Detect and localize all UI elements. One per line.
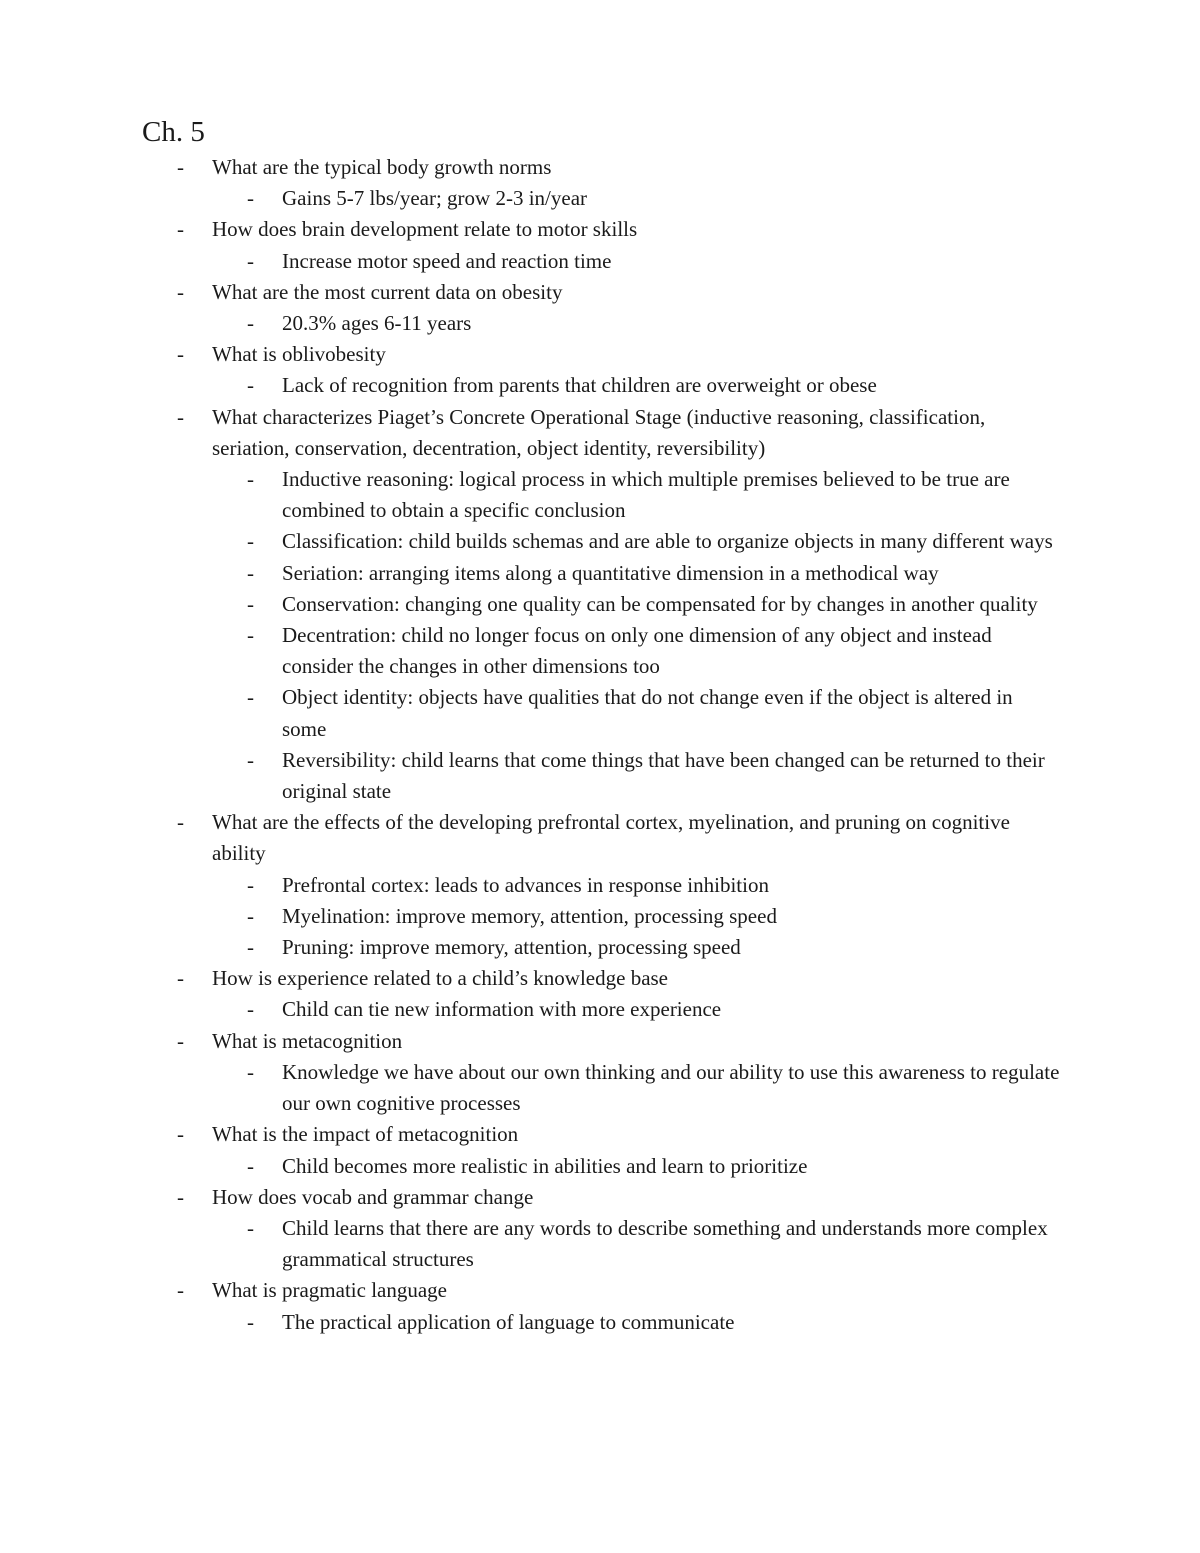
answer-text: 20.3% ages 6-11 years xyxy=(282,311,472,336)
answer-text: Object identity: objects have qualities that do not change even if the object is altered in some xyxy=(282,685,1013,741)
bullet-dash: - xyxy=(247,623,254,648)
bullet-dash: - xyxy=(247,685,254,710)
answer-list xyxy=(212,1307,1060,1338)
answer-text: Child becomes more realistic in abilities and learn to prioritize xyxy=(282,1153,808,1178)
answer-text: The practical application of language to communicate xyxy=(282,1309,735,1334)
answer-item xyxy=(212,932,1060,963)
bullet-dash: - xyxy=(247,591,254,616)
bullet-dash: - xyxy=(247,872,254,897)
question-item xyxy=(0,1275,1200,1337)
answer-list xyxy=(212,464,1060,807)
answer-item xyxy=(212,246,1060,277)
question-item xyxy=(0,214,1200,276)
answer-item xyxy=(212,620,1060,682)
answer-item xyxy=(212,994,1060,1025)
question-item xyxy=(0,807,1200,963)
bullet-dash: - xyxy=(247,373,254,398)
answer-list xyxy=(212,1213,1060,1275)
answer-list xyxy=(212,308,1060,339)
answer-item xyxy=(212,1151,1060,1182)
bullet-dash: - xyxy=(177,155,184,179)
answer-item xyxy=(212,682,1060,744)
answer-list xyxy=(212,870,1060,964)
answer-text: Myelination: improve memory, attention, processing speed xyxy=(282,903,777,928)
answer-item xyxy=(212,870,1060,901)
question-text: What is the impact of metacognition xyxy=(212,1122,519,1147)
answer-text: Classification: child builds schemas and are able to organize objects in many different ways xyxy=(282,529,1053,554)
answer-text: Inductive reasoning: logical process in which multiple premises believed to be true are combined to obtain a specific conclusion xyxy=(282,467,1010,523)
answer-text: Reversibility: child learns that come things that have been changed can be returned to their original state xyxy=(282,747,1045,804)
answer-item xyxy=(212,1057,1060,1119)
bullet-dash: - xyxy=(247,467,254,492)
answer-item xyxy=(212,308,1060,339)
answer-item xyxy=(212,526,1060,557)
answer-item xyxy=(212,1213,1060,1275)
question-text: What is pragmatic language xyxy=(212,1278,447,1303)
bullet-dash: - xyxy=(247,997,254,1022)
question-item xyxy=(0,1026,1200,1120)
question-text: What are the effects of the developing prefrontal cortex, myelination, and pruning on cognitive ability xyxy=(212,810,1010,866)
question-text: What are the most current data on obesity xyxy=(212,279,563,304)
question-item xyxy=(0,339,1200,401)
answer-text: Decentration: child no longer focus on only one dimension of any object and instead consider the changes in other dimensions too xyxy=(282,623,992,679)
bullet-dash: - xyxy=(247,186,254,211)
answer-text: Child can tie new information with more experience xyxy=(282,997,722,1022)
answer-text: Conservation: changing one quality can be compensated for by changes in another quality xyxy=(282,591,1038,616)
question-text: What is oblivobesity xyxy=(212,342,386,367)
answer-item xyxy=(212,183,1060,214)
answer-list xyxy=(212,1151,1060,1182)
answer-text: Seriation: arranging items along a quantitative dimension in a methodical way xyxy=(282,560,939,585)
answer-item xyxy=(212,464,1060,526)
bullet-dash: - xyxy=(247,311,254,336)
question-text: What characterizes Piaget’s Concrete Operational Stage (inductive reasoning, classification, seriation, conservation, decentration, object identity, reversibility) xyxy=(212,404,986,460)
answer-item xyxy=(212,370,1060,401)
answer-item xyxy=(212,901,1060,932)
bullet-dash: - xyxy=(247,747,254,772)
bullet-dash: - xyxy=(247,903,254,928)
bullet-dash: - xyxy=(177,1122,184,1147)
question-list xyxy=(0,152,1200,1338)
bullet-dash: - xyxy=(177,810,184,835)
answer-text: Increase motor speed and reaction time xyxy=(282,248,612,273)
question-item xyxy=(0,1182,1200,1276)
answer-list xyxy=(212,1057,1060,1119)
bullet-dash: - xyxy=(247,529,254,554)
bullet-dash: - xyxy=(177,966,184,991)
answer-item xyxy=(212,745,1060,807)
answer-list xyxy=(212,994,1060,1025)
bullet-dash: - xyxy=(247,1309,254,1334)
document-title: Ch. 5 xyxy=(142,116,205,148)
bullet-dash: - xyxy=(247,1153,254,1178)
question-item xyxy=(0,277,1200,339)
question-text: How is experience related to a child’s knowledge base xyxy=(212,966,669,991)
answer-list xyxy=(212,370,1060,401)
bullet-dash: - xyxy=(177,217,184,242)
answer-text: Lack of recognition from parents that children are overweight or obese xyxy=(282,373,877,398)
bullet-dash: - xyxy=(177,404,184,429)
bullet-dash: - xyxy=(177,279,184,304)
answer-text: Prefrontal cortex: leads to advances in response inhibition xyxy=(282,872,769,897)
answer-text: Knowledge we have about our own thinking and our ability to use this awareness to regulate our own cognitive processes xyxy=(282,1059,1060,1116)
answer-text: Gains 5-7 lbs/year; grow 2-3 in/year xyxy=(282,186,588,211)
answer-list xyxy=(212,183,1060,214)
bullet-dash: - xyxy=(177,342,184,367)
bullet-dash: - xyxy=(177,1028,184,1053)
bullet-dash: - xyxy=(247,560,254,585)
answer-item xyxy=(212,558,1060,589)
bullet-dash: - xyxy=(247,935,254,960)
bullet-dash: - xyxy=(247,1059,254,1084)
bullet-dash: - xyxy=(247,1215,254,1240)
question-item xyxy=(0,152,1200,214)
answer-item xyxy=(212,1307,1060,1338)
question-text: How does brain development relate to motor skills xyxy=(212,217,638,242)
answer-list xyxy=(212,246,1060,277)
question-text: What is metacognition xyxy=(212,1028,403,1053)
question-text: What are the typical body growth norms xyxy=(212,155,552,179)
answer-text: Pruning: improve memory, attention, processing speed xyxy=(282,935,741,960)
question-text: How does vocab and grammar change xyxy=(212,1184,534,1209)
bullet-dash: - xyxy=(177,1278,184,1303)
question-item xyxy=(0,963,1200,1025)
bullet-dash: - xyxy=(177,1184,184,1209)
question-item xyxy=(0,1119,1200,1181)
question-item xyxy=(0,402,1200,808)
bullet-dash: - xyxy=(247,248,254,273)
answer-text: Child learns that there are any words to describe something and understands more complex grammatical structures xyxy=(282,1215,1048,1272)
answer-item xyxy=(212,589,1060,620)
